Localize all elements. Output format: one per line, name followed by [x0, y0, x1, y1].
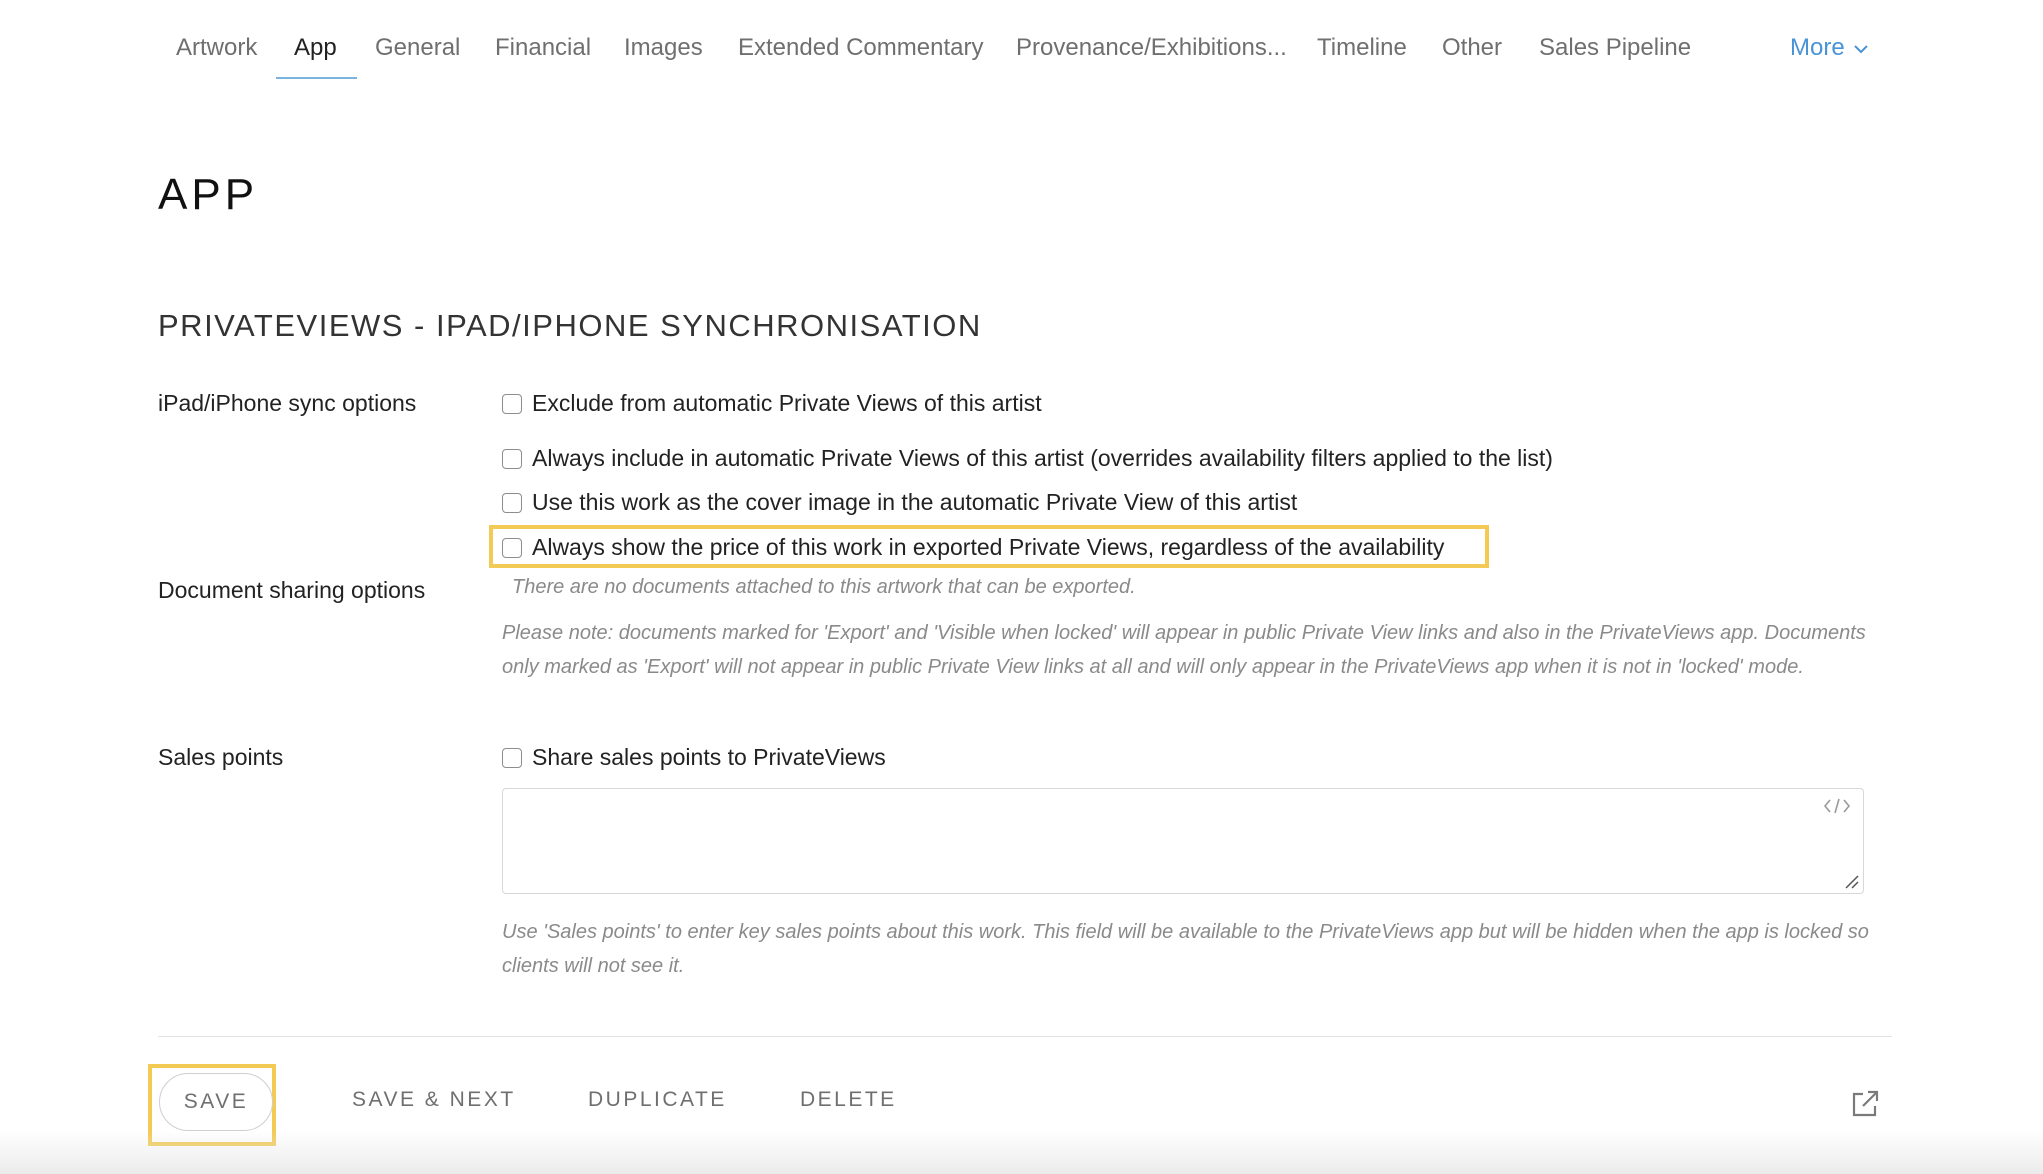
save-button[interactable]	[159, 1073, 273, 1131]
always-show-price-label: Always show the price of this work in exported Private Views, regardless of the availability	[532, 534, 1445, 560]
share-sales-points-checkbox[interactable]	[502, 748, 522, 768]
cover-image-checkbox[interactable]	[502, 493, 522, 513]
always-include-option[interactable]	[502, 445, 1553, 472]
document-sharing-note: Please note: documents marked for 'Export' and 'Visible when locked' will appear in public Private View links and also in the PrivateViews app. Documents only marked as 'Export' will not appear in public Private View links at all and will only appear in the PrivateViews app when it is not in 'locked' mode.	[502, 622, 1866, 678]
more-label: More	[1790, 34, 1845, 61]
tab-provenance-exhibitions[interactable]: Provenance/Exhibitions...	[1016, 34, 1287, 61]
external-link-icon[interactable]	[1849, 1088, 1881, 1120]
tab-other[interactable]: Other	[1442, 34, 1503, 61]
more-dropdown[interactable]	[1790, 34, 1869, 62]
tab-extended-commentary[interactable]: Extended Commentary	[738, 34, 984, 61]
sync-options-label: iPad/iPhone sync options	[158, 390, 417, 416]
document-sharing-label: Document sharing options	[158, 577, 426, 603]
delete-button[interactable]: DELETE	[800, 1088, 897, 1111]
tab-images[interactable]: Images	[624, 34, 703, 61]
duplicate-button[interactable]: DUPLICATE	[588, 1088, 727, 1111]
resize-handle-icon[interactable]	[1843, 873, 1859, 889]
code-icon[interactable]	[1823, 797, 1851, 815]
share-sales-points-option[interactable]	[502, 744, 886, 771]
tab-financial[interactable]: Financial	[495, 34, 592, 61]
no-documents-text: There are no documents attached to this artwork that can be exported.	[512, 576, 1136, 598]
save-button-label: SAVE	[183, 1090, 249, 1113]
save-next-button[interactable]: SAVE & NEXT	[352, 1088, 516, 1111]
bottom-fade	[0, 1130, 2043, 1174]
always-show-price-option[interactable]	[502, 534, 1444, 561]
sales-points-label: Sales points	[158, 744, 284, 770]
exclude-from-automatic-checkbox[interactable]	[502, 394, 522, 414]
sales-points-textarea[interactable]	[502, 788, 1864, 894]
always-show-price-checkbox[interactable]	[502, 538, 522, 558]
cover-image-option[interactable]	[502, 489, 1297, 516]
tab-sales-pipeline[interactable]: Sales Pipeline	[1539, 34, 1692, 61]
tab-general[interactable]: General	[375, 34, 461, 61]
tab-timeline[interactable]: Timeline	[1317, 34, 1407, 61]
always-include-label: Always include in automatic Private Views of this artist (overrides availability filters applied to the list)	[532, 445, 1553, 471]
tab-app[interactable]: App	[294, 34, 337, 61]
page-title: APP	[158, 170, 259, 219]
exclude-from-automatic-option[interactable]	[502, 390, 1042, 417]
share-sales-points-label: Share sales points to PrivateViews	[532, 744, 886, 770]
exclude-from-automatic-label: Exclude from automatic Private Views of this artist	[532, 390, 1042, 416]
tab-artwork[interactable]: Artwork	[176, 34, 258, 61]
section-title: PRIVATEVIEWS - IPAD/IPHONE SYNCHRONISATION	[158, 308, 982, 343]
always-include-checkbox[interactable]	[502, 449, 522, 469]
cover-image-label: Use this work as the cover image in the automatic Private View of this artist	[532, 489, 1298, 515]
footer-divider	[158, 1036, 1892, 1037]
sales-points-help: Use 'Sales points' to enter key sales points about this work. This field will be available to the PrivateViews app but will be hidden when the app is locked so clients will not see it.	[502, 921, 1869, 977]
active-tab-indicator	[276, 77, 357, 79]
chevron-down-icon	[1853, 44, 1869, 54]
tab-bar	[0, 0, 2043, 80]
